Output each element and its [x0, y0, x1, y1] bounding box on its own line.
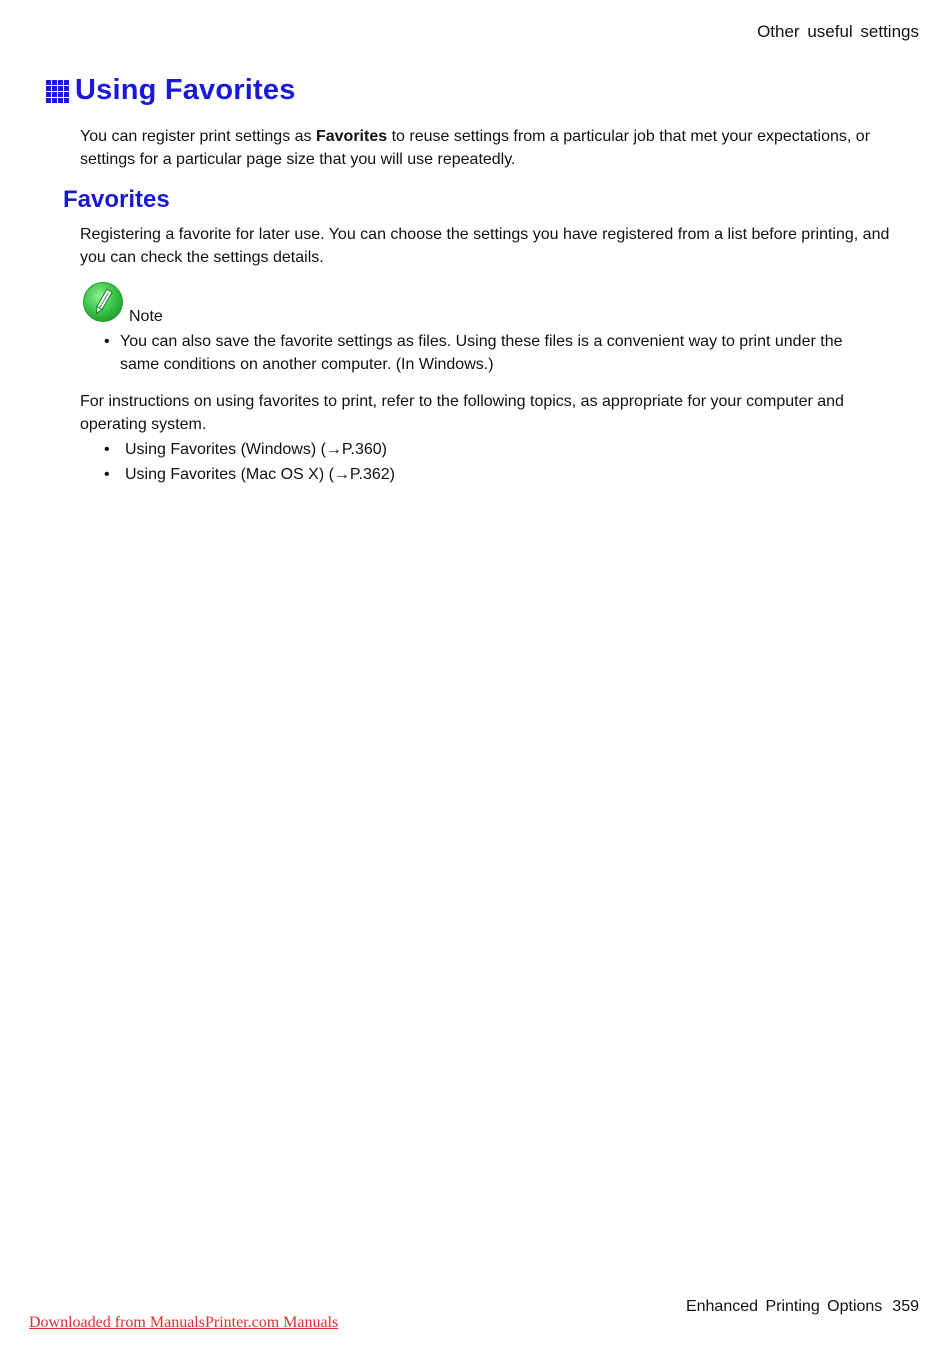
intro-text-end: to reuse settings from a particular job that met your expectations, or settings for a particular page size that you will use repeatedly.: [80, 128, 871, 168]
download-source-link[interactable]: Downloaded from ManualsPrinter.com Manuals: [29, 1314, 339, 1331]
intro-text-start: You can register print settings as: [80, 128, 316, 145]
note-header: [82, 281, 163, 323]
bullet: •: [104, 466, 110, 483]
grid-bullet-icon: [46, 80, 69, 103]
intro-paragraph: [80, 125, 890, 171]
running-footer: [686, 1298, 919, 1316]
topic-link-mac[interactable]: Using Favorites (Mac OS X) (→P.362): [125, 466, 396, 483]
page-number: 359: [892, 1298, 919, 1315]
note-label: Note: [129, 308, 163, 325]
footer-chapter: Enhanced Printing Options: [685, 1298, 883, 1315]
note-item-text: You can also save the favorite settings as files. Using these files is a convenient way to print under the same conditions on another computer. (In Windows.): [120, 333, 843, 373]
section-heading-favorites: Favorites: [63, 186, 170, 213]
list-item: [104, 462, 395, 487]
instructions-paragraph: For instructions on using favorites to print, refer to the following topics, as appropriate for your computer and operating system.: [80, 393, 844, 433]
topic-link-windows[interactable]: Using Favorites (Windows) (→P.360): [125, 441, 388, 458]
favorites-paragraph: Registering a favorite for later use. You can choose the settings you have registered from a list before printing, and you can check the settings details.: [80, 226, 890, 266]
note-item: [104, 330, 884, 376]
list-item: [104, 437, 395, 462]
bullet: •: [104, 441, 110, 458]
bullet: •: [104, 333, 110, 350]
intro-bold-term: Favorites: [315, 128, 388, 145]
pencil-note-icon: [82, 281, 124, 323]
running-header: Other useful settings: [757, 22, 919, 41]
page-title: Using Favorites: [75, 74, 296, 106]
topic-list: [104, 437, 395, 487]
note-list: [104, 330, 884, 376]
page-title-row: [46, 74, 296, 107]
